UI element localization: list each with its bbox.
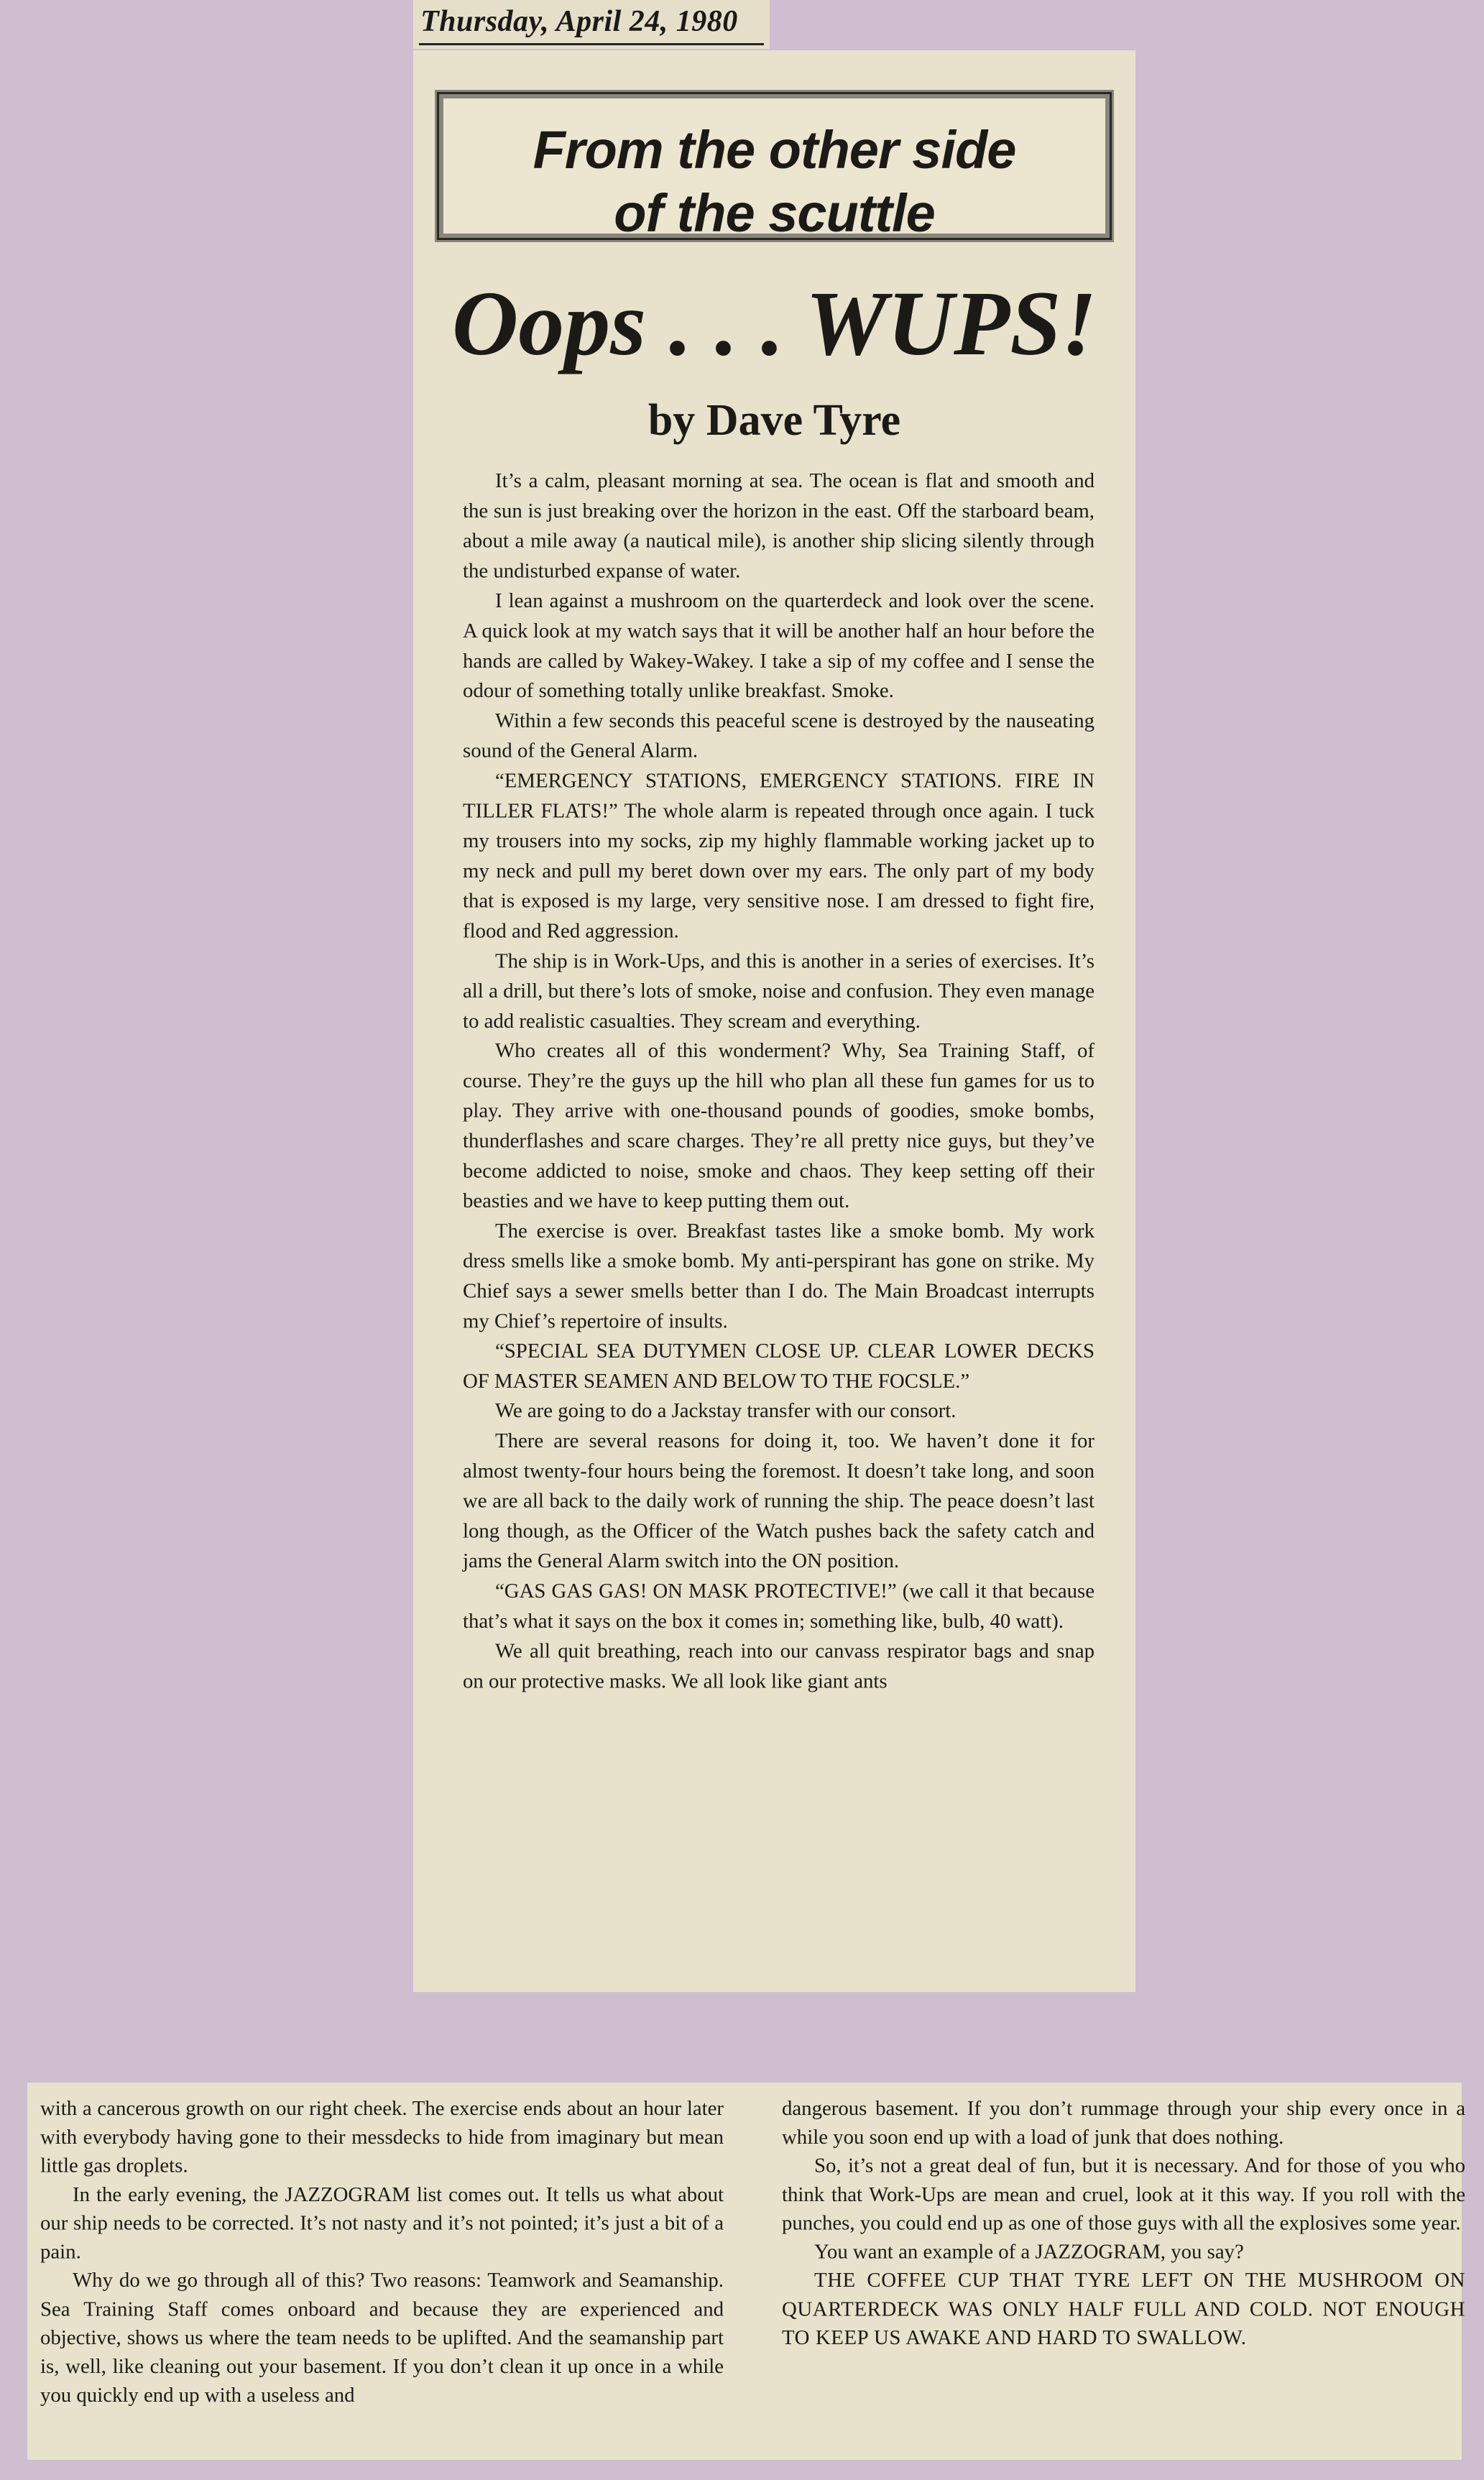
paragraph: The ship is in Work-Ups, and this is another in a series of exercises. It’s all a drill, but there’s lots of smoke, noise and confusion. They even manage to add realistic casualties. They scream and everything. xyxy=(463,949,1094,1033)
paragraph: So, it’s not a great deal of fun, but it is necessary. And for those of you who think that Work-Ups are mean and cruel, look at it this way. If you roll with the punches, you could end up as one of those guys with all the explosives some year. xyxy=(782,2154,1466,2234)
paragraph: We are going to do a Jackstay transfer with our consort. xyxy=(495,1399,957,1423)
jazzogram-example: THE COFFEE CUP THAT TYRE LEFT ON THE MUSHROOM ON QUARTERDECK WAS ONLY HALF FULL AND COLD. NOT ENOUGH TO KEEP US AWAKE AND HARD TO SWALLOW. xyxy=(782,2269,1466,2349)
column-header-line-2: of the scuttle xyxy=(614,183,935,243)
paragraph: “GAS GAS GAS! ON MASK PROTECTIVE!” (we call it that because that’s what it says on the box it comes in; something like, bulb, 40 watt). xyxy=(463,1579,1094,1633)
right-column xyxy=(769,2094,1480,2410)
paragraph: Who creates all of this wonderment? Why, Sea Training Staff, of course. They’re the guys up the hill who plan all these fun games for us to play. They arrive with one-thousand pounds of goodies, smoke bombs, thunderflashes and scare charges. They’re all pretty nice guys, but they’ve become addicted to noise, smoke and chaos. They keep setting off their beasties and we have to keep putting them out. xyxy=(463,1039,1094,1212)
continuation-columns xyxy=(27,2094,1484,2410)
date-underline xyxy=(419,43,764,45)
column-header-line-1: From the other side xyxy=(533,120,1016,180)
article-clipping xyxy=(413,50,1135,1992)
paragraph: It’s a calm, pleasant morning at sea. The ocean is flat and smooth and the sun is just breaking over the horizon in the east. Off the starboard beam, about a mile away (a nautical mile), is another ship slicing silently through the undisturbed expanse of water. xyxy=(463,469,1094,582)
paragraph: dangerous basement. If you don’t rummage through your ship every once in a while you soon end up with a load of junk that does nothing. xyxy=(782,2096,1466,2149)
column-header xyxy=(443,119,1105,245)
headline: Oops . . . WUPS! xyxy=(451,272,1097,374)
publication-date: Thursday, April 24, 1980 xyxy=(420,5,738,38)
paragraph: “SPECIAL SEA DUTYMEN CLOSE UP. CLEAR LOWER DECKS OF MASTER SEAMEN AND BELOW TO THE FOCSLE.” xyxy=(463,1339,1094,1393)
left-column xyxy=(27,2094,739,2410)
paragraph: The exercise is over. Breakfast tastes like a smoke bomb. My work dress smells like a smoke bomb. My anti-perspirant has gone on strike. My Chief says a sewer smells better than I do. The Main Broadcast interrupts my Chief’s repertoire of insults. xyxy=(463,1219,1094,1332)
byline: by Dave Tyre xyxy=(647,396,901,445)
paragraph: Why do we go through all of this? Two reasons: Teamwork and Seamanship. Sea Training Staff comes onboard and because they are experienced and objective, shows us where the team needs to be uplifted. And the seamanship part is, well, like cleaning out your basement. If you don’t clean it up once in a while you quickly end up with a useless and xyxy=(40,2269,724,2407)
paragraph: In the early evening, the JAZZOGRAM list comes out. It tells us what about our ship needs to be corrected. It’s not nasty and it’s not pointed; it’s just a bit of a pain. xyxy=(40,2182,724,2263)
paragraph: You want an example of a JAZZOGRAM, you say? xyxy=(814,2240,1244,2263)
column-header-box xyxy=(435,90,1114,242)
article-body xyxy=(413,466,1103,1696)
date-clipping xyxy=(413,0,770,49)
paragraph: with a cancerous growth on our right cheek. The exercise ends about an hour later with everybody having gone to their messdecks to hide from imaginary but mean little gas droplets. xyxy=(40,2096,724,2177)
continuation-clipping xyxy=(27,2083,1466,2460)
paragraph: “EMERGENCY STATIONS, EMERGENCY STATIONS. FIRE IN TILLER FLATS!” The whole alarm is repeated through once again. I tuck my trousers into my socks, zip my highly flammable working jacket up to my neck and pull my beret down over my ears. The only part of my body that is exposed is my large, very sensitive nose. I am dressed to fight fire, flood and Red aggression. xyxy=(463,769,1094,942)
paragraph: There are several reasons for doing it, too. We haven’t done it for almost twenty-four hours being the foremost. It doesn’t take long, and soon we are all back to the daily work of running the ship. The peace doesn’t last long though, as the Officer of the Watch pushes back the safety catch and jams the General Alarm switch into the ON position. xyxy=(463,1429,1094,1572)
paragraph: Within a few seconds this peaceful scene is destroyed by the nauseating sound of the General Alarm. xyxy=(463,709,1094,762)
paragraph: We all quit breathing, reach into our canvass respirator bags and snap on our protective masks. We all look like giant ants xyxy=(463,1639,1094,1692)
paragraph: I lean against a mushroom on the quarterdeck and look over the scene. A quick look at my watch says that it will be another half an hour before the hands are called by Wakey-Wakey. I take a sip of my coffee and I sense the odour of something totally unlike breakfast. Smoke. xyxy=(463,589,1094,702)
